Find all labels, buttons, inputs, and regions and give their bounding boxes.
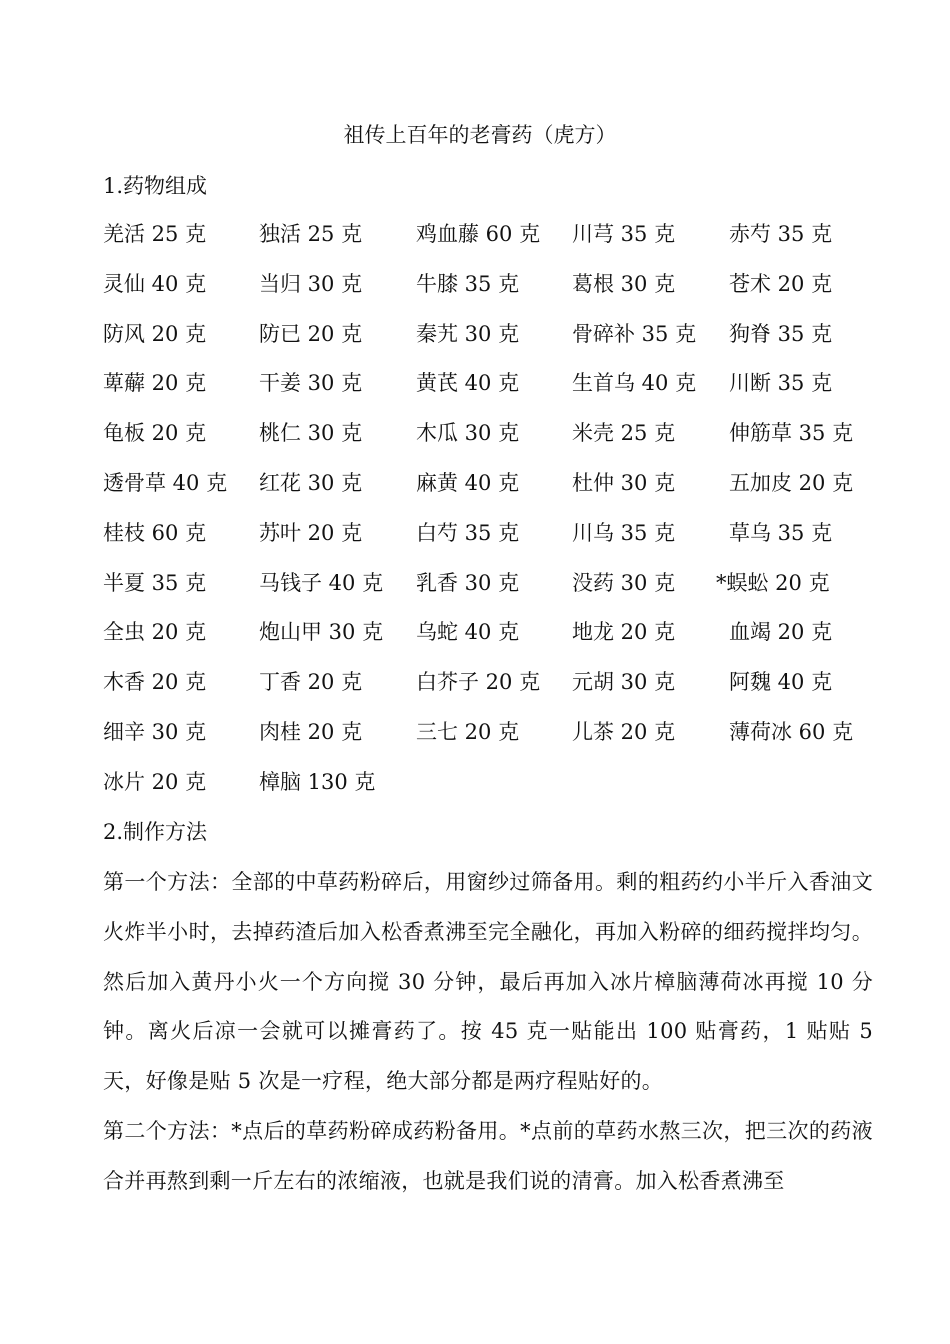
- herb-item: 透骨草 40 克: [103, 470, 228, 495]
- herb-item: 元胡 30 克: [572, 670, 676, 695]
- herb-item: 地龙 20 克: [572, 620, 676, 645]
- herb-item: 黄芪 40 克: [416, 371, 520, 396]
- herb-item: 樟脑 130 克: [259, 769, 376, 794]
- herb-row: [103, 765, 883, 815]
- herb-item: 薄荷冰 60 克: [729, 719, 854, 744]
- herb-item: 葛根 30 克: [572, 271, 676, 296]
- herb-item: 没药 30 克: [572, 570, 676, 595]
- method-one-paragraph: 第一个方法：全部的中草药粉碎后，用窗纱过筛备用。剩的粗药约小半斤入香油文火炸半小时，去掉药渣后加入松香煮沸至完全融化，再加入粉碎的细药搅拌均匀。然后加入黄丹小火一个方向搅 30 分钟，最后再加入冰片樟脑薄荷冰再搅 10 分钟。离火后凉一会就可以摊膏药了。按 45 克一贴能出 100 贴膏药，1 贴贴 5 天，好像是贴 5 次是一疗程，绝大部分都是两疗程贴好的。: [103, 870, 873, 1094]
- herb-item: *蜈蚣 20 克: [716, 570, 830, 595]
- herb-item: 全虫 20 克: [103, 620, 207, 645]
- herb-item: 苍术 20 克: [729, 271, 833, 296]
- herb-item: 当归 30 克: [259, 271, 363, 296]
- herb-item: 赤芍 35 克: [729, 222, 833, 246]
- herb-item: 乳香 30 克: [416, 570, 520, 595]
- herb-item: 麻黄 40 克: [416, 470, 520, 495]
- herb-item: 干姜 30 克: [259, 371, 363, 396]
- herb-item: 秦艽 30 克: [416, 321, 520, 346]
- herb-item: 血竭 20 克: [729, 620, 833, 645]
- herb-item: 三七 20 克: [416, 719, 520, 744]
- herb-item: 炮山甲 30 克: [259, 620, 384, 645]
- herb-item: 五加皮 20 克: [729, 470, 854, 495]
- herb-item: 苏叶 20 克: [259, 520, 363, 545]
- herb-item: 马钱子 40 克: [259, 570, 384, 595]
- herb-item: 阿魏 40 克: [729, 670, 833, 695]
- herb-item: 萆薢 20 克: [103, 371, 207, 396]
- herb-item: 儿茶 20 克: [572, 719, 676, 744]
- section-heading-method: 2.制作方法: [103, 820, 208, 844]
- herb-item: 桃仁 30 克: [259, 421, 363, 446]
- section-heading-composition: 1.药物组成: [103, 174, 208, 198]
- herb-item: 细辛 30 克: [103, 719, 207, 744]
- herb-row: [103, 466, 883, 516]
- herb-item: 狗脊 35 克: [729, 321, 833, 346]
- herb-item: 白芍 35 克: [416, 520, 520, 545]
- herb-row: [103, 715, 883, 765]
- herb-row: [103, 366, 883, 416]
- herb-item: 冰片 20 克: [103, 769, 207, 794]
- herb-row: [103, 665, 883, 715]
- herb-item: 木瓜 30 克: [416, 421, 520, 446]
- herb-item: 肉桂 20 克: [259, 719, 363, 744]
- herb-list: [103, 217, 883, 815]
- herb-item: 生首乌 40 克: [572, 371, 697, 396]
- herb-row: [103, 416, 883, 466]
- herb-item: 伸筋草 35 克: [729, 421, 854, 446]
- herb-item: 草乌 35 克: [729, 520, 833, 545]
- herb-item: 防风 20 克: [103, 321, 207, 346]
- herb-row: [103, 566, 883, 616]
- herb-item: 骨碎补 35 克: [572, 321, 697, 346]
- herb-item: 川乌 35 克: [572, 520, 676, 545]
- herb-item: 牛膝 35 克: [416, 271, 520, 296]
- herb-item: 鸡血藤 60 克: [416, 222, 541, 246]
- herb-item: 桂枝 60 克: [103, 520, 207, 545]
- herb-item: 半夏 35 克: [103, 570, 207, 595]
- document-title: 祖传上百年的老膏药（虎方）: [343, 123, 617, 147]
- herb-item: 川芎 35 克: [572, 222, 676, 246]
- herb-item: 红花 30 克: [259, 470, 363, 495]
- herb-row: [103, 516, 883, 566]
- herb-item: 白芥子 20 克: [416, 670, 541, 695]
- herb-item: 独活 25 克: [259, 222, 363, 246]
- herb-row: [103, 217, 883, 267]
- herb-item: 川断 35 克: [729, 371, 833, 396]
- herb-row: [103, 615, 883, 665]
- herb-item: 羌活 25 克: [103, 222, 207, 246]
- herb-row: [103, 267, 883, 317]
- herb-item: 木香 20 克: [103, 670, 207, 695]
- herb-item: 米壳 25 克: [572, 421, 676, 446]
- method-two-paragraph: 第二个方法：*点后的草药粉碎成药粉备用。*点前的草药水熬三次，把三次的药液合并再熬到剩一斤左右的浓缩液，也就是我们说的清膏。加入松香煮沸至: [103, 1119, 873, 1193]
- herb-item: 杜仲 30 克: [572, 470, 676, 495]
- herb-item: 防已 20 克: [259, 321, 363, 346]
- herb-item: 灵仙 40 克: [103, 271, 207, 296]
- herb-item: 龟板 20 克: [103, 421, 207, 446]
- herb-row: [103, 317, 883, 367]
- herb-item: 丁香 20 克: [259, 670, 363, 695]
- herb-item: 乌蛇 40 克: [416, 620, 520, 645]
